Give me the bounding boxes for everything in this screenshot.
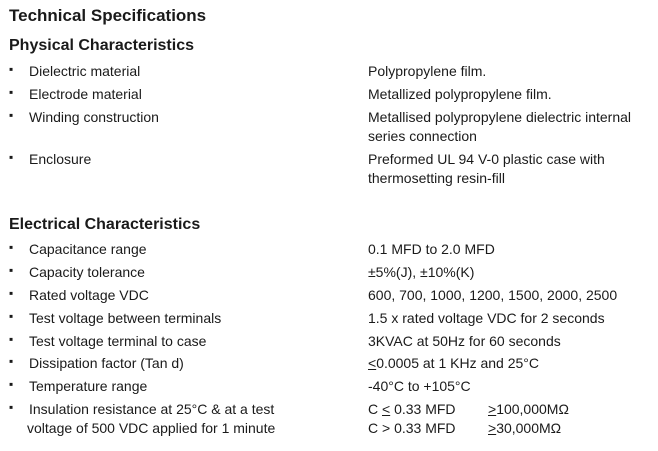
bullet-icon: ▪ xyxy=(9,400,14,414)
spec-label: Rated voltage VDC xyxy=(29,287,149,303)
electrical-heading: Electrical Characteristics xyxy=(9,216,201,233)
spec-value: -40°C to +105°C xyxy=(368,378,471,394)
insulation-resistance xyxy=(488,400,648,419)
spec-label: Capacity tolerance xyxy=(29,264,145,280)
bullet-icon: ▪ xyxy=(9,263,14,277)
spec-value: 600, 700, 1000, 1200, 1500, 2000, 2500 xyxy=(368,287,618,303)
spec-value: 0.1 MFD to 2.0 MFD xyxy=(368,241,495,257)
spec-value: Metallised polypropylene dielectric internal series connection xyxy=(368,109,632,144)
spec-label: Enclosure xyxy=(29,151,92,167)
bullet-icon: ▪ xyxy=(9,85,14,99)
greater-equal-symbol: > xyxy=(488,420,497,436)
bullet-icon: ▪ xyxy=(9,150,14,164)
resistance-value: 30,000MΩ xyxy=(496,420,562,436)
bullet-icon: ▪ xyxy=(9,377,14,391)
physical-heading: Physical Characteristics xyxy=(9,37,194,54)
bullet-icon: ▪ xyxy=(9,332,14,346)
spec-value: Polypropylene film. xyxy=(368,63,487,79)
spec-label: Dissipation factor (Tan d) xyxy=(29,355,184,371)
spec-value: ±5%(J), ±10%(K) xyxy=(368,264,475,280)
bullet-icon: ▪ xyxy=(9,62,14,76)
spec-label: Temperature range xyxy=(29,378,148,394)
insulation-condition xyxy=(368,419,488,438)
less-equal-symbol: < xyxy=(382,401,391,417)
spec-value xyxy=(368,354,653,373)
spec-label: Test voltage terminal to case xyxy=(29,333,207,349)
greater-equal-symbol: > xyxy=(488,401,497,417)
spec-label: Test voltage between terminals xyxy=(29,310,222,326)
insulation-label-line2: voltage of 500 VDC applied for 1 minute xyxy=(27,420,276,436)
spec-value: 3KVAC at 50Hz for 60 seconds xyxy=(368,333,561,349)
spec-label: Capacitance range xyxy=(29,241,147,257)
page-title: Technical Specifications xyxy=(9,6,207,25)
spec-label: Electrode material xyxy=(29,86,142,102)
bullet-icon: ▪ xyxy=(9,309,14,323)
bullet-icon: ▪ xyxy=(9,240,14,254)
less-equal-symbol: < xyxy=(368,355,377,371)
insulation-condition xyxy=(368,400,488,419)
condition-prefix: C > 0.33 MFD xyxy=(368,420,456,436)
insulation-row xyxy=(0,400,658,440)
insulation-label-line1: Insulation resistance at 25°C & at a test xyxy=(29,401,275,417)
spec-value: 1.5 x rated voltage VDC for 2 seconds xyxy=(368,310,605,326)
bullet-icon: ▪ xyxy=(9,286,14,300)
spec-value-text: 0.0005 at 1 KHz and 25°C xyxy=(376,355,540,371)
insulation-resistance xyxy=(488,419,648,438)
resistance-value: 100,000MΩ xyxy=(496,401,569,417)
condition-rest: 0.33 MFD xyxy=(390,401,456,417)
spec-label: Winding construction xyxy=(29,109,159,125)
spec-label: Dielectric material xyxy=(29,63,141,79)
condition-prefix: C xyxy=(368,401,382,417)
spec-value: Preformed UL 94 V-0 plastic case with thermosetting resin-fill xyxy=(368,151,605,186)
bullet-icon: ▪ xyxy=(9,108,14,122)
bullet-icon: ▪ xyxy=(9,354,14,368)
spec-value: Metallized polypropylene film. xyxy=(368,86,552,102)
